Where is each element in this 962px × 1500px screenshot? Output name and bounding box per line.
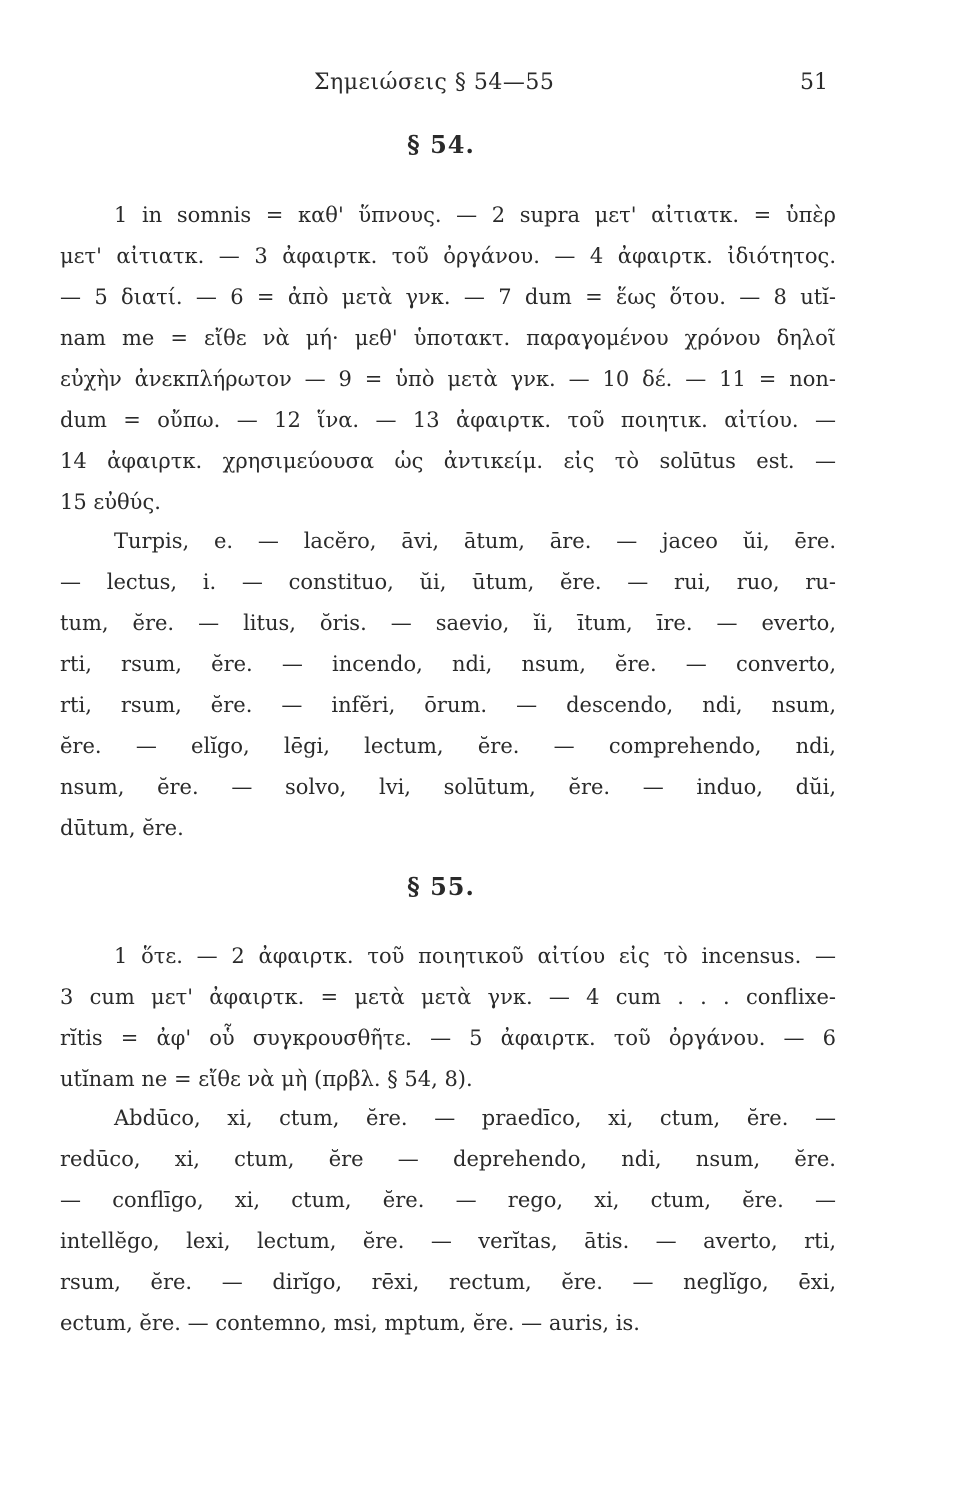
section-55-vocabulary [60, 1098, 836, 1344]
text-line: nsum, ĕre. — solvo, lvi, solūtum, ĕre. — induo, dŭi, [60, 775, 836, 799]
text-line: 15 εὐθύς. [60, 490, 161, 514]
text-line: — 5 διατί. — 6 = ἀπὸ μετὰ γνκ. — 7 dum = ἕως ὅτου. — 8 utĭ- [60, 285, 836, 309]
section-55-notes [60, 936, 836, 1100]
running-head-title: Σημειώσεις § 54—55 [314, 70, 555, 95]
section-heading-54: § 54. [407, 130, 475, 159]
text-line: rti, rsum, ĕre. — infĕri, ōrum. — descendo, ndi, nsum, [60, 693, 836, 717]
text-line: rĭtis = ἀφ' οὗ συγκρουσθῆτε. — 5 ἀφαιρτκ. τοῦ ὀργάνου. — 6 [60, 1026, 836, 1050]
text-line: dūtum, ĕre. [60, 816, 184, 840]
text-line: rti, rsum, ĕre. — incendo, ndi, nsum, ĕre. — converto, [60, 652, 836, 676]
text-line: ĕre. — elĭgo, lēgi, lectum, ĕre. — comprehendo, ndi, [60, 734, 836, 758]
text-line: ectum, ĕre. — contemno, msi, mptum, ĕre. — auris, is. [60, 1311, 640, 1335]
text-line: εὐχὴν ἀνεκπλήρωτον — 9 = ὑπὸ μετὰ γνκ. — 10 δέ. — 11 = non- [60, 367, 836, 391]
text-line: Abdūco, xi, ctum, ĕre. — praedīco, xi, ctum, ĕre. — [114, 1106, 836, 1130]
text-line: nam me = εἴθε νὰ μή· μεθ' ὑποτακτ. παραγομένου χρόνου δηλοῖ [60, 326, 836, 350]
page-number: 51 [800, 70, 828, 95]
text-line: 1 ὅτε. — 2 ἀφαιρτκ. τοῦ ποιητικοῦ αἰτίου εἰς τὸ incensus. — [114, 944, 836, 968]
text-line: tum, ĕre. — litus, ŏris. — saevio, ĭi, ītum, īre. — everto, [60, 611, 836, 635]
text-line: — conflīgo, xi, ctum, ĕre. — rego, xi, ctum, ĕre. — [60, 1188, 836, 1212]
text-line: Turpis, e. — lacĕro, āvi, ātum, āre. — jaceo ŭi, ēre. [114, 529, 836, 553]
text-line: utĭnam ne = εἴθε νὰ μὴ (πρβλ. § 54, 8). [60, 1067, 473, 1091]
text-line: μετ' αἰτιατκ. — 3 ἀφαιρτκ. τοῦ ὀργάνου. — 4 ἀφαιρτκ. ἰδιότητος. [60, 244, 836, 268]
section-heading-55: § 55. [407, 872, 475, 901]
text-line: 1 in somnis = καθ' ὕπνους. — 2 supra μετ' αἰτιατκ. = ὑπὲρ [114, 203, 836, 227]
section-54-vocabulary [60, 521, 836, 849]
section-54-notes [60, 195, 836, 523]
text-line: rsum, ĕre. — dirĭgo, rēxi, rectum, ĕre. — neglĭgo, ēxi, [60, 1270, 836, 1294]
text-line: dum = οὔπω. — 12 ἵνα. — 13 ἀφαιρτκ. τοῦ ποιητικ. αἰτίου. — [60, 408, 836, 432]
text-line: — lectus, i. — constituo, ŭi, ūtum, ĕre. — rui, ruo, ru- [60, 570, 836, 594]
text-line: 14 ἀφαιρτκ. χρησιμεύουσα ὡς ἀντικείμ. εἰς τὸ solūtus est. — [60, 449, 836, 473]
text-line: intellĕgo, lexi, lectum, ĕre. — verĭtas, ātis. — averto, rti, [60, 1229, 836, 1253]
running-head [0, 70, 962, 110]
text-line: 3 cum μετ' ἀφαιρτκ. = μετὰ μετὰ γνκ. — 4 cum . . . conflixe- [60, 985, 836, 1009]
text-line: redūco, xi, ctum, ĕre — deprehendo, ndi, nsum, ĕre. [60, 1147, 836, 1171]
